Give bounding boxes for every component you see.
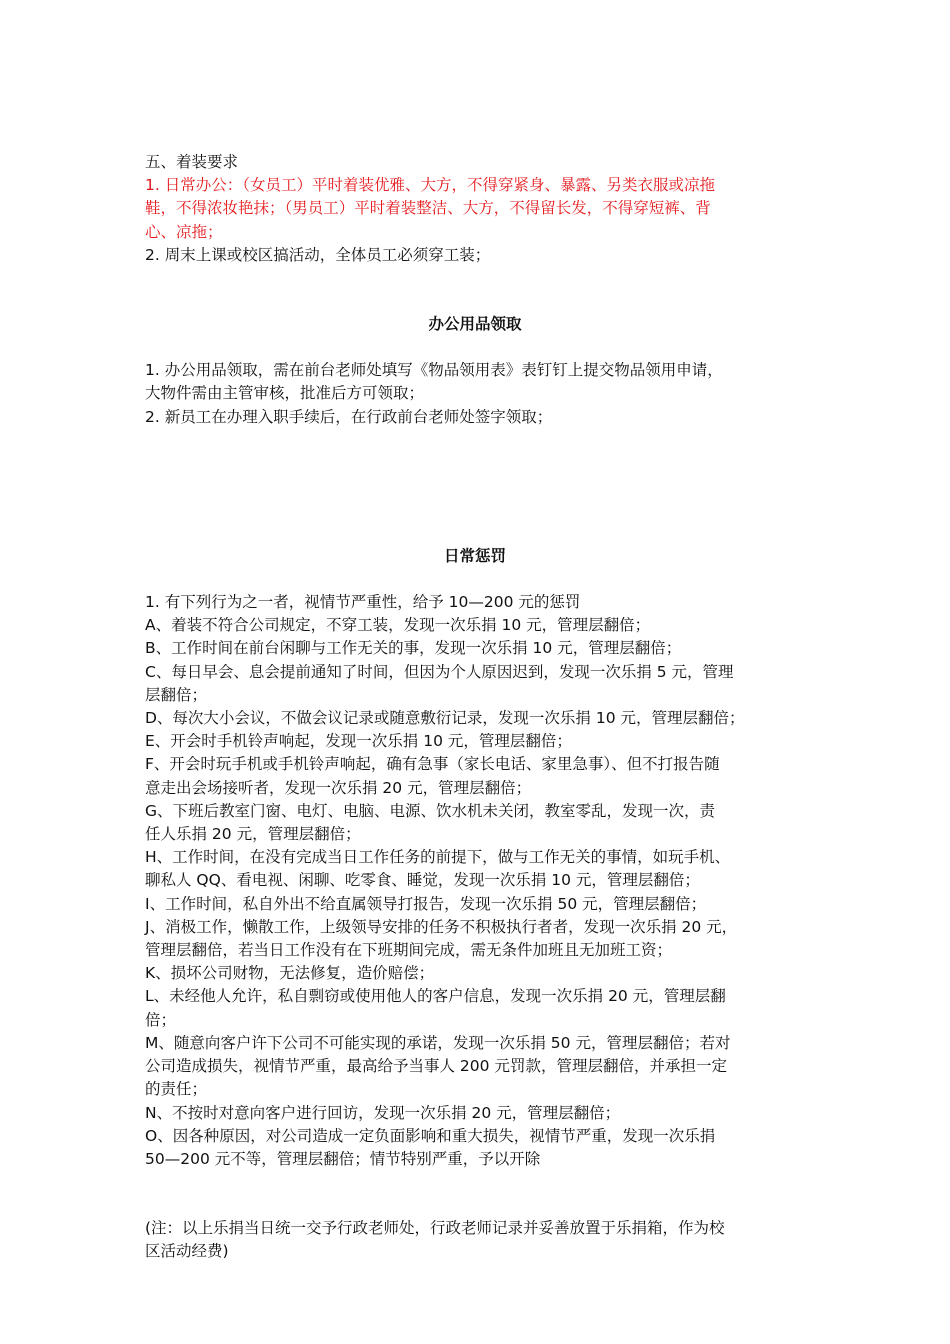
- penalty-line: L、未经他人允许，私自剽窃或使用他人的客户信息，发现一次乐捐 20 元，管理层翻: [145, 987, 726, 1006]
- penalty-line: I、工作时间，私自外出不给直属领导打报告，发现一次乐捐 50 元，管理层翻倍；: [145, 894, 707, 913]
- spacer: [145, 429, 815, 522]
- penalty-line: F、开会时玩手机或手机铃声响起，确有急事（家长电话、家里急事）、但不打报告随: [145, 755, 720, 774]
- section-title-dress-code: 五、着装要求: [145, 153, 239, 171]
- penalty-line: 意走出会场接听者，发现一次乐捐 20 元，管理层翻倍；: [145, 778, 532, 797]
- spacer: [145, 1171, 815, 1194]
- spacer: [145, 267, 815, 290]
- heading-office-supplies: 办公用品领取: [428, 315, 522, 334]
- penalty-line: C、每日早会、息会提前通知了时间，但因为个人原因迟到，发现一次乐捐 5 元，管理: [145, 662, 734, 681]
- penalty-line: 层翻倍；: [145, 685, 208, 704]
- penalty-list: [145, 591, 815, 1171]
- penalty-line: 管理层翻倍，若当日工作没有在下班期间完成，需无条件加班且无加班工资；: [145, 941, 673, 960]
- spacer: [145, 1194, 815, 1217]
- note-line: (注：以上乐捐当日统一交予行政老师处，行政老师记录并妥善放置于乐捐箱，作为校: [145, 1219, 725, 1238]
- spacer: [145, 522, 815, 545]
- dress-rule-1-line-3: 心、凉拖；: [145, 222, 223, 241]
- penalty-line: 任人乐捐 20 元，管理层翻倍；: [145, 825, 361, 844]
- penalty-line: A、着装不符合公司规定，不穿工装，发现一次乐捐 10 元，管理层翻倍；: [145, 616, 651, 635]
- penalty-line: M、随意向客户许下公司不可能实现的承诺，发现一次乐捐 50 元，管理层翻倍；若对: [145, 1033, 731, 1052]
- penalty-line: 的责任；: [145, 1080, 208, 1099]
- document-page: [145, 151, 815, 1264]
- penalty-line: B、工作时间在前台闲聊与工作无关的事，发现一次乐捐 10 元，管理层翻倍；: [145, 639, 682, 658]
- penalty-line: E、开会时手机铃声响起，发现一次乐捐 10 元，管理层翻倍；: [145, 732, 572, 751]
- dress-rule-1-line-1: 1. 日常办公：（女员工）平时着装优雅、大方，不得穿紧身、暴露、另类衣服或凉拖: [145, 176, 715, 195]
- penalty-line: J、消极工作，懒散工作，上级领导安排的任务不积极执行者者，发现一次乐捐 20 元，: [145, 917, 738, 936]
- dress-rule-2: 2. 周末上课或校区搞活动，全体员工必须穿工装；: [145, 245, 491, 264]
- heading-daily-penalties: 日常惩罚: [443, 546, 506, 565]
- dress-rule-1-line-2: 鞋，不得浓妆艳抹；（男员工）平时着装整洁、大方，不得留长发，不得穿短裤、背: [145, 199, 711, 218]
- penalty-line: 公司造成损失，视情节严重，最高给予当事人 200 元罚款，管理层翻倍，并承担一定: [145, 1057, 727, 1076]
- note-line: 区活动经费): [145, 1242, 229, 1261]
- penalty-line: 聊私人 QQ、看电视、闲聊、吃零食、睡觉，发现一次乐捐 10 元，管理层翻倍；: [145, 871, 700, 890]
- penalty-line: 1. 有下列行为之一者，视情节严重性，给予 10—200 元的惩罚: [145, 593, 581, 612]
- penalty-line: H、工作时间，在没有完成当日工作任务的前提下，做与工作无关的事情，如玩手机、: [145, 848, 731, 867]
- spacer: [145, 568, 815, 591]
- penalty-line: N、不按时对意向客户进行回访，发现一次乐捐 20 元，管理层翻倍；: [145, 1103, 621, 1122]
- penalty-line: G、下班后教室门窗、电灯、电脑、电源、饮水机未关闭，教室零乱，发现一次，责: [145, 801, 716, 820]
- spacer: [145, 290, 815, 313]
- supplies-line: 大物件需由主管审核，批准后方可领取；: [145, 384, 425, 403]
- supplies-line: 1. 办公用品领取，需在前台老师处填写《物品领用表》表钉钉上提交物品领用申请，: [145, 361, 723, 380]
- penalty-line: K、损坏公司财物，无法修复，造价赔偿；: [145, 964, 435, 983]
- penalty-line: 倍；: [145, 1010, 177, 1029]
- penalty-line: 50—200 元不等，管理层翻倍；情节特别严重，予以开除: [145, 1149, 541, 1168]
- supplies-line: 2. 新员工在办理入职手续后，在行政前台老师处签字领取；: [145, 407, 553, 426]
- penalty-line: D、每次大小会议，不做会议记录或随意敷衍记录，发现一次乐捐 10 元，管理层翻倍；: [145, 709, 745, 728]
- spacer: [145, 336, 815, 359]
- penalty-line: O、因各种原因，对公司造成一定负面影响和重大损失，视情节严重，发现一次乐捐: [145, 1126, 716, 1145]
